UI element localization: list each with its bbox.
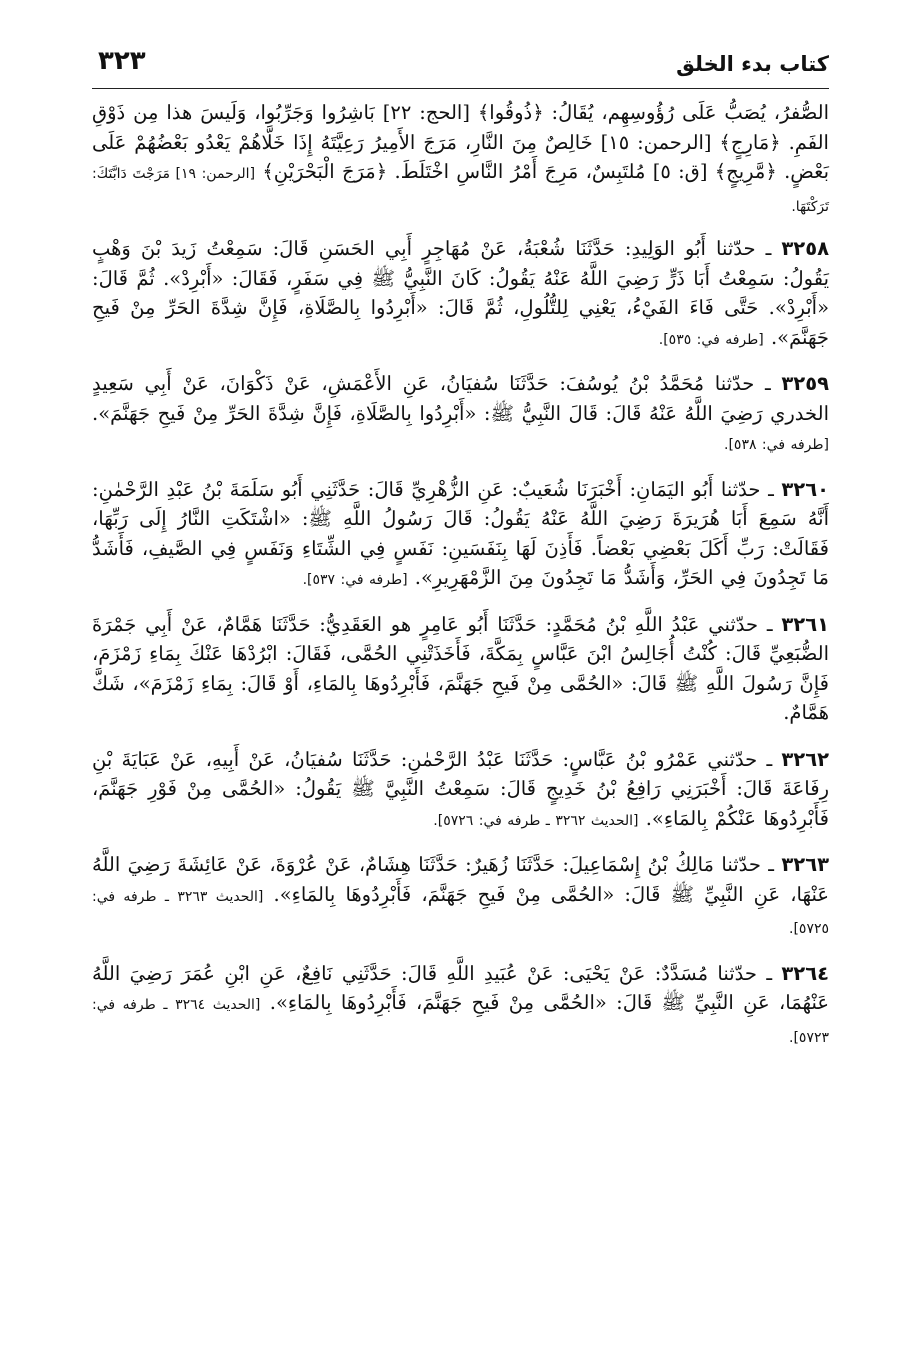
hadith-number: ٣٢٥٩ [781, 372, 829, 395]
hadith-number: ٣٢٦٢ [781, 747, 829, 771]
hadith-reference: [الحديث ٣٢٦٤ ـ طرفه في: ٥٧٢٣]. [92, 997, 829, 1046]
hadith-paragraph [92, 369, 829, 461]
hadith-text: ـ حدّثنا أَبُو اليَمَانِ: أَخْبَرَنَا شُعَيبٌ: عَنِ الزُّهْرِيِّ قَالَ: حَدَّثَنِي أَبُو سَلَمَةَ بْنُ عَبْدِ الرَّحْمٰنِ: أَنَّهُ سَمِعَ أَبَا هُرَيرَةَ رَضِيَ اللَّهُ عَنْهُ يَقُولُ: قَالَ رَسُولُ اللَّهِ ﷺ: «اشْتَكَتِ النَّارُ إِلَى رَبِّهَا، فَقَالَتْ: رَبِّ أَكَلَ بَعْضِي بَعْضاً. فَأَذِنَ لَهَا بِنَفَسَينِ: نَفَسٍ فِي الشِّتَاءِ وَنَفَسٍ فِي الصَّيفِ، فَأَشَدُّ مَا تَجِدُونَ فِي الحَرِّ، وَأَشَدُّ مَا تَجِدُونَ مِنَ الزَّمْهَرِيرِ». [92, 477, 829, 589]
page-header [92, 44, 829, 84]
header-rule [92, 88, 829, 89]
hadith-text: ـ حدّثنا مُسَدَّدٌ: عَنْ يَحْيَى: عَنْ عُبَيدِ اللَّهِ قَالَ: حَدَّثَنِي نَافِعٌ، عَنِ ابْنِ عُمَرَ رَضِيَ اللَّهُ عَنْهُمَا، عَنِ النَّبِيِّ ﷺ قَالَ: «الحُمَّى مِنْ فَيحِ جَهَنَّمَ، فَأَبْرِدُوهَا بِالمَاءِ». [92, 961, 829, 1014]
page-number: ٣٢٣ [98, 46, 146, 76]
hadith-paragraph [92, 610, 829, 731]
hadith-number: ٣٢٦٠ [781, 477, 829, 501]
hadith-reference: [الحديث ٣٢٦٢ ـ طرفه في: ٥٧٢٦]. [433, 812, 639, 829]
hadith-paragraph [92, 234, 829, 355]
hadith-text: ـ حدّثني عَمْرُو بْنُ عَبَّاسٍ: حَدَّثَنَا عَبْدُ الرَّحْمٰنِ: حَدَّثَنَا سُفيَانُ، عَنْ أَبِيهِ، عَنْ عَبَايَةَ بْنِ رِفَاعَةَ قَالَ: أَخْبَرَنِي رَافِعُ بْنُ خَدِيجٍ قَالَ: سَمِعْتُ النَّبِيَّ ﷺ يَقُولُ: «الحُمَّى مِنْ فَوْرِ جَهَنَّمَ، فَأَبْرِدُوهَا عَنْكُمْ بِالمَاءِ». [92, 747, 829, 830]
page-body [92, 98, 829, 1067]
hadith-reference: [طرفه في: ٥٣٥]. [658, 331, 764, 348]
hadith-paragraph [92, 959, 829, 1054]
hadith-reference: [طرفه في: ٥٣٨]. [724, 437, 829, 453]
hadith-text: ـ حدّثنا مُحَمَّدُ بْنُ يُوسُفَ: حَدَّثَنَا سُفيَانُ، عَنِ الأَعْمَشِ، عَنْ ذَكْوَانَ، عَنْ أَبِي سَعِيدٍ الخدري رَضِيَ اللَّهُ عَنْهُ قَالَ: قَالَ النَّبِيُّ ﷺ: «أَبْرِدُوا بِالصَّلَاةِ، فَإِنَّ شِدَّةَ الحَرِّ مِنْ فَيحِ جَهَنَّمَ». [92, 372, 829, 425]
hadith-paragraph [92, 850, 829, 945]
hadith-number: ٣٢٦١ [781, 612, 829, 636]
hadith-paragraph [92, 475, 829, 596]
hadith-reference: [طرفه في: ٥٣٧]. [302, 572, 408, 588]
intro-paragraph [92, 98, 829, 222]
intro-line: الصُّفرُ، يُصَبُّ عَلَى رُؤُوسِهِم، يُقَالُ: ﴿ذُوقُوا﴾ [الحج: ٢٢] بَاشِرُوا وَجَرِّبُوا، وَلَيسَ هذا مِن [133, 101, 829, 124]
hadith-paragraph [92, 745, 829, 837]
running-title: كتاب بدء الخلق [676, 52, 829, 76]
intro-line: ذَوْقِ الفَمِ. ﴿مَارِجٍ﴾ [الرحمن: ١٥] خَالِصٌ مِنَ النَّارِ، مَرَجَ الأَمِيرُ رَعِيَّتَهُ إِذَا خَلَّاهُمْ يَعْدُو [92, 101, 829, 154]
hadith-text: ـ حدّثنا مَالِكُ بْنُ إِسْمَاعِيلَ: حَدَّثَنَا زُهَيرٌ: حَدَّثَنَا هِشَامٌ، عَنْ عُرْوَةَ، عَنْ عَائِشَةَ رَضِيَ اللَّهُ عَنْهَا، عَنِ النَّبِيِّ ﷺ قَالَ: «الحُمَّى مِنْ فَيحِ جَهَنَّمَ، فَأَبْرِدُوهَا بِالمَاءِ». [92, 853, 829, 906]
hadith-text: ـ حدّثني عَبْدُ اللَّهِ بْنُ مُحَمَّدٍ: حَدَّثَنَا أَبُو عَامِرٍ هو العَقَدِيُّ: حَدَّثَنَا هَمَّامٌ، عَنْ أَبِي جَمْرَةَ الضُّبَعِيِّ قَالَ: كُنْتُ أُجَالِسُ ابْنَ عَبَّاسٍ بِمَكَّةَ، فَأَخَذَتْنِي الحُمَّى، فَقَالَ: ابْرُدْهَا عَنْكَ بِمَاءِ زَمْزَمَ، فَإِنَّ رَسُولَ اللَّهِ ﷺ قَالَ: «الحُمَّى مِنْ فَيحِ جَهَنَّمَ، فَأَبْرِدُوهَا بِالمَاءِ، أَوْ قَالَ: بِمَاءِ زَمْزَمَ»، شَكَّ هَمَّامٌ. [92, 612, 829, 724]
intro-line: بَعْضُهُمْ عَلَى بَعْضٍ. ﴿مَّرِيجٍ﴾ [ق: ٥] مُلتَبِسٌ، مَرِجَ أَمْرُ النَّاسِ اخْتَلَطَ. ﴿مَرَجَ الْبَحْرَيْنِ﴾ [92, 130, 830, 183]
intro-line: [الرحمن: ١٩] مَرَجْتَ دَابَّتَكَ: تَرَكْتَهَا. [92, 166, 829, 215]
hadith-reference: [الحديث ٣٢٦٣ ـ طرفه في: ٥٧٢٥]. [92, 888, 829, 937]
hadith-number: ٣٢٦٣ [781, 853, 830, 876]
hadith-number: ٣٢٥٨ [781, 237, 829, 260]
hadith-number: ٣٢٦٤ [781, 961, 830, 985]
hadith-text: ـ حدّثنا أَبُو الوَلِيدِ: حَدَّثَنَا شُعْبَةُ، عَنْ مُهَاجِرٍ أَبِي الحَسَنِ قَالَ: سَمِعْتُ زَيدَ بْنَ وَهْبٍ يَقُولُ: سَمِعْتُ أَبَا ذَرٍّ رَضِيَ اللَّهُ عَنْهُ يَقُولُ: كَانَ النَّبِيُّ ﷺ فِي سَفَرٍ، فَقَالَ: «أَبْرِدْ». ثُمَّ قَالَ: «أَبْرِدْ». حَتَّى فَاءَ الفَيْءُ، يَعْنِي لِلتُّلُولِ، ثُمَّ قَالَ: «أَبْرِدُوا بِالصَّلَاةِ، فَإِنَّ شِدَّةَ الحَرِّ مِنْ فَيحِ جَهَنَّمَ». [92, 237, 829, 349]
